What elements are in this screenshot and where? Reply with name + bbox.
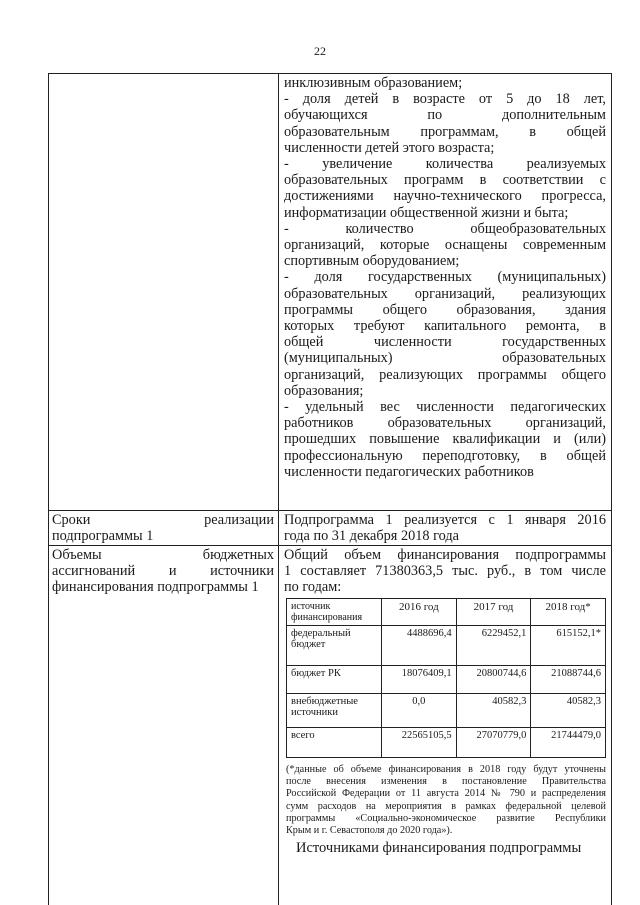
row-value-2017: 27070779,0: [456, 728, 531, 758]
row-divider-volumes: [48, 545, 612, 546]
funding-sources-heading: Источниками финансирования подпрограммы: [296, 840, 582, 856]
indicators-text: [284, 75, 606, 480]
indicator-line: образовательных организаций, реализующих: [284, 285, 606, 302]
finance-table: [286, 598, 606, 758]
footnote-line: после внесения изменения в постановление Правительства: [286, 776, 606, 788]
indicator-line: - доля государственных (муниципальных): [284, 269, 606, 286]
indicator-line: - удельный вес численности педагогических: [284, 399, 606, 416]
terms-value: [284, 512, 606, 544]
row-value-2018: 21088744,6: [531, 666, 606, 694]
indicator-line: образования;: [284, 382, 364, 399]
indicator-line: профессиональную переподготовку, в общей: [284, 447, 606, 464]
finance-footnote: [286, 764, 606, 837]
table-border-right: [611, 73, 612, 905]
volumes-label: [52, 547, 274, 596]
row-value-2018: 40582,3: [531, 694, 606, 728]
indicator-line: образовательных программ в соответствии с: [284, 172, 606, 189]
row-value-2018: 615152,1*: [531, 626, 606, 666]
row-source: внебюджетные источники: [287, 694, 382, 728]
indicator-line: численности детей этого возраста;: [284, 139, 495, 156]
indicator-line: прошедших повышение квалификации и (или): [284, 431, 606, 448]
volumes-label-line: ассигнований и источники: [52, 563, 274, 580]
footnote-line: (*данные об объеме финансирования в 2018 году будут уточнены: [286, 764, 606, 775]
header-2018: 2018 год*: [531, 599, 606, 626]
terms-label: [52, 512, 274, 544]
footnote-line: Крым и г. Севастополя до 2020 года»).: [286, 825, 453, 837]
page-number: 22: [314, 44, 326, 58]
indicator-line: информатизации общественной жизни и быта;: [284, 204, 569, 221]
table-border-left: [48, 73, 49, 905]
row-value-2016: 18076409,1: [382, 666, 457, 694]
table-row: [287, 694, 606, 728]
indicator-line: которых требуют капитального ремонта, в: [284, 318, 606, 335]
indicator-line: - количество общеобразовательных: [284, 220, 606, 237]
volumes-label-line: Объемы бюджетных: [52, 547, 274, 563]
row-divider-terms: [48, 510, 612, 511]
volumes-value-line: Общий объем финансирования подпрограммы: [284, 547, 606, 563]
row-source: федеральный бюджет: [287, 626, 382, 666]
indicator-line: численности педагогических работников: [284, 463, 534, 480]
header-2017: 2017 год: [456, 599, 531, 626]
terms-label-line: подпрограммы 1: [52, 528, 154, 545]
row-value-2017: 20800744,6: [456, 666, 531, 694]
row-value-2017: 40582,3: [456, 694, 531, 728]
terms-value-line: Подпрограмма 1 реализуется с 1 января 2016: [284, 512, 606, 528]
header-2016: 2016 год: [382, 599, 457, 626]
volumes-label-line: финансирования подпрограммы 1: [52, 579, 259, 596]
row-value-2018: 21744479,0: [531, 728, 606, 758]
footnote-line: Российской Федерации от 11 августа 2014 № 790 и распределения: [286, 788, 606, 800]
footnote-line: сумм расходов на мероприятия в рамках федеральной целевой: [286, 800, 606, 812]
terms-label-line: Сроки реализации: [52, 512, 274, 528]
indicator-line: организаций, которые оснащены современным: [284, 237, 606, 254]
volumes-value-line: по годам:: [284, 579, 342, 596]
indicator-line: работников образовательных организаций,: [284, 415, 606, 432]
indicator-line: - увеличение количества реализуемых: [284, 156, 606, 173]
row-value-2016: 0,0: [382, 694, 457, 728]
row-source: всего: [287, 728, 382, 758]
indicator-line: образовательным программам, в общей: [284, 123, 606, 140]
table-row: [287, 626, 606, 666]
table-border-top: [48, 73, 612, 74]
indicator-line: спортивным оборудованием;: [284, 253, 460, 270]
indicator-line: организаций, реализующих программы общего: [284, 366, 606, 383]
row-value-2017: 6229452,1: [456, 626, 531, 666]
row-value-2016: 22565105,5: [382, 728, 457, 758]
terms-value-line: года по 31 декабря 2018 года: [284, 528, 459, 545]
table-row: [287, 728, 606, 758]
finance-table-header: [287, 599, 606, 626]
row-value-2016: 4488696,4: [382, 626, 457, 666]
volumes-value-line: 1 составляет 71380363,5 тыс. руб., в том числе: [284, 563, 606, 580]
table-row: [287, 666, 606, 694]
indicator-line: достижениями научно-технического прогресса,: [284, 188, 606, 205]
header-source: источник финансирования: [287, 599, 382, 626]
indicator-line: (муниципальных) образовательных: [284, 350, 606, 367]
indicator-line: обучающихся по дополнительным: [284, 107, 606, 124]
row-source: бюджет РК: [287, 666, 382, 694]
indicator-line: - доля детей в возрасте от 5 до 18 лет,: [284, 91, 606, 108]
indicator-line: общей численности государственных: [284, 334, 606, 351]
indicator-line: программы общего образования, здания: [284, 301, 606, 318]
table-border-middle: [278, 73, 279, 905]
footnote-line: программы «Социально-экономическое развитие Республики: [286, 812, 606, 824]
indicator-line: инклюзивным образованием;: [284, 75, 463, 91]
volumes-value: [284, 547, 606, 596]
